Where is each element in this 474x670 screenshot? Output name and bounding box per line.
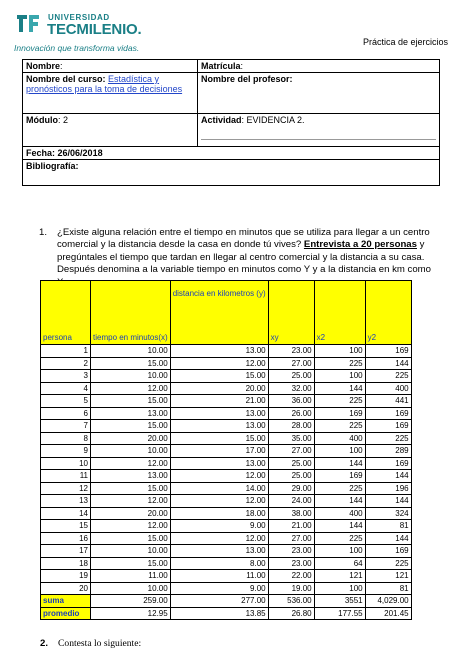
table-cell: promedio [41, 607, 91, 620]
table-cell: 18.00 [170, 507, 268, 520]
matricula-label: Matrícula [201, 61, 241, 71]
matricula-sep: : [240, 61, 244, 71]
table-cell: 19 [41, 570, 91, 583]
actividad-divider [201, 139, 436, 140]
table-cell: 13.00 [170, 420, 268, 433]
table-cell: 27.00 [268, 532, 314, 545]
table-cell: 15 [41, 520, 91, 533]
table-cell: 15.00 [91, 420, 171, 433]
table-cell: 3551 [314, 595, 365, 608]
table-cell: 400 [365, 382, 411, 395]
table-cell: 17.00 [170, 445, 268, 458]
table-cell: 277.00 [170, 595, 268, 608]
table-cell: 10.00 [91, 370, 171, 383]
modulo-label: Módulo [26, 115, 58, 125]
table-cell: 15.00 [91, 482, 171, 495]
question-2-number: 2. [40, 638, 49, 649]
table-row [41, 570, 412, 583]
table-cell: 225 [365, 432, 411, 445]
profesor-cell [198, 73, 440, 114]
table-cell: 144 [314, 457, 365, 470]
table-cell: 9.00 [170, 520, 268, 533]
table-row [41, 520, 412, 533]
table-cell: 20.00 [170, 382, 268, 395]
table-row [41, 582, 412, 595]
table-cell: 144 [365, 470, 411, 483]
table-cell: 13.00 [170, 457, 268, 470]
table-cell: 28.00 [268, 420, 314, 433]
table-cell: 7 [41, 420, 91, 433]
table-cell: 3 [41, 370, 91, 383]
table-row [41, 532, 412, 545]
table-cell: 25.00 [268, 370, 314, 383]
table-row [41, 470, 412, 483]
logo-text-tecmilenio: TECMILENIO. [47, 21, 142, 38]
table-cell: 26.00 [268, 407, 314, 420]
table-cell: 12.95 [91, 607, 171, 620]
table-cell: 15.00 [91, 395, 171, 408]
table-cell: 169 [365, 407, 411, 420]
curso-cell [23, 73, 198, 114]
actividad-cell [198, 114, 440, 147]
table-cell: 10.00 [91, 545, 171, 558]
header-y2: y2 [365, 281, 411, 345]
table-cell: 225 [314, 357, 365, 370]
logo-mark-icon [14, 10, 42, 38]
header-x2: x2 [314, 281, 365, 345]
table-cell: 10 [41, 457, 91, 470]
table-cell: 324 [365, 507, 411, 520]
table-cell: 4,029.00 [365, 595, 411, 608]
header-xy: xy [268, 281, 314, 345]
actividad-value: : EVIDENCIA 2. [241, 115, 305, 125]
profesor-label: Nombre del profesor: [201, 74, 293, 84]
question-1-number: 1. [39, 227, 48, 238]
table-row [41, 395, 412, 408]
table-row [41, 420, 412, 433]
table-cell: 13.00 [170, 407, 268, 420]
modulo-cell [23, 114, 198, 147]
table-cell: 144 [314, 495, 365, 508]
question-1-text-b: y pregúntales el tiempo que tardan en llegar al centro comercial y la distancia a su casa. Después denomina a la variable tiempo en minutos como Y y a la distancia en km como [57, 239, 432, 276]
table-cell: 144 [365, 532, 411, 545]
table-cell: 225 [314, 482, 365, 495]
table-row [41, 345, 412, 358]
table-cell: 20 [41, 582, 91, 595]
table-cell: 64 [314, 557, 365, 570]
curso-link[interactable]: Estadística y pronósticos para la toma de decisiones [26, 74, 183, 94]
table-cell: 169 [365, 545, 411, 558]
table-cell: 12.00 [91, 520, 171, 533]
table-cell: 27.00 [268, 445, 314, 458]
nombre-cell [23, 60, 198, 73]
table-cell: 225 [314, 532, 365, 545]
table-cell: 36.00 [268, 395, 314, 408]
table-row [41, 370, 412, 383]
table-header-row [41, 281, 412, 345]
table-cell: 400 [314, 507, 365, 520]
table-cell: 12 [41, 482, 91, 495]
table-cell: 5 [41, 395, 91, 408]
bibliografia-cell [23, 160, 440, 186]
table-cell: 100 [314, 445, 365, 458]
table-cell: 20.00 [91, 432, 171, 445]
table-cell: 169 [365, 345, 411, 358]
table-cell: 13.00 [91, 407, 171, 420]
table-cell: 12.00 [170, 495, 268, 508]
table-row [41, 507, 412, 520]
table-cell: 177.55 [314, 607, 365, 620]
table-cell: 11 [41, 470, 91, 483]
table-cell: 15.00 [91, 557, 171, 570]
table-cell: 259.00 [91, 595, 171, 608]
fecha-label: Fecha: [26, 148, 56, 158]
table-cell: 15.00 [91, 532, 171, 545]
nombre-label: Nombre [26, 61, 61, 71]
header-tiempo: tiempo en minutos(x) [91, 281, 171, 345]
table-cell: 15.00 [91, 357, 171, 370]
table-cell: 12.00 [170, 470, 268, 483]
table-row [41, 457, 412, 470]
table-cell: 196 [365, 482, 411, 495]
table-cell: 121 [314, 570, 365, 583]
table-cell: 38.00 [268, 507, 314, 520]
table-cell: 32.00 [268, 382, 314, 395]
table-cell: 23.00 [268, 545, 314, 558]
table-cell: 400 [314, 432, 365, 445]
table-cell: 201.45 [365, 607, 411, 620]
data-table [40, 280, 412, 620]
table-cell: 12.00 [91, 495, 171, 508]
document-label: Práctica de ejercicios [362, 37, 448, 47]
table-row [41, 557, 412, 570]
fecha-value: 26/06/2018 [57, 148, 103, 158]
table-row [41, 432, 412, 445]
table-cell: 16 [41, 532, 91, 545]
question-2-text: Contesta lo siguiente: [58, 638, 142, 649]
table-cell: 11.00 [91, 570, 171, 583]
table-cell: 536.00 [268, 595, 314, 608]
table-cell: 121 [365, 570, 411, 583]
table-cell: 100 [314, 370, 365, 383]
actividad-label: Actividad [201, 115, 242, 125]
promedio-row [41, 607, 412, 620]
question-2 [40, 638, 141, 649]
table-cell: 26.80 [268, 607, 314, 620]
table-cell: 225 [314, 420, 365, 433]
table-cell: 23.00 [268, 345, 314, 358]
table-cell: 4 [41, 382, 91, 395]
modulo-value: : 2 [58, 115, 69, 125]
table-cell: 12.00 [170, 532, 268, 545]
table-row [41, 482, 412, 495]
table-cell: 29.00 [268, 482, 314, 495]
header-persona: persona [41, 281, 91, 345]
table-cell: 15.00 [170, 370, 268, 383]
bibliografia-label: Bibliografía: [26, 161, 79, 171]
table-cell: 100 [314, 582, 365, 595]
table-cell: suma [41, 595, 91, 608]
table-cell: 12.00 [91, 457, 171, 470]
table-cell: 24.00 [268, 495, 314, 508]
table-cell: 81 [365, 582, 411, 595]
table-cell: 100 [314, 345, 365, 358]
table-row [41, 445, 412, 458]
table-cell: 15.00 [170, 432, 268, 445]
suma-row [41, 595, 412, 608]
table-cell: 19.00 [268, 582, 314, 595]
table-cell: 13.85 [170, 607, 268, 620]
table-cell: 14 [41, 507, 91, 520]
table-cell: 13 [41, 495, 91, 508]
table-cell: 18 [41, 557, 91, 570]
table-cell: 169 [365, 420, 411, 433]
table-cell: 225 [365, 370, 411, 383]
table-cell: 21.00 [170, 395, 268, 408]
table-cell: 27.00 [268, 357, 314, 370]
table-cell: 1 [41, 345, 91, 358]
nombre-sep: : [60, 61, 63, 71]
table-cell: 9 [41, 445, 91, 458]
curso-label: Nombre del curso: [26, 74, 106, 84]
table-cell: 17 [41, 545, 91, 558]
info-table [22, 59, 440, 186]
table-cell: 144 [365, 357, 411, 370]
table-row [41, 382, 412, 395]
fecha-cell [23, 147, 440, 160]
table-cell: 25.00 [268, 470, 314, 483]
table-cell: 12.00 [91, 382, 171, 395]
table-cell: 225 [314, 395, 365, 408]
table-cell: 289 [365, 445, 411, 458]
table-cell: 20.00 [91, 507, 171, 520]
table-row [41, 495, 412, 508]
table-cell: 10.00 [91, 582, 171, 595]
matricula-cell [198, 60, 440, 73]
table-cell: 169 [365, 457, 411, 470]
table-cell: 81 [365, 520, 411, 533]
table-cell: 21.00 [268, 520, 314, 533]
header-distancia: distancia en kilometros (y) [170, 281, 268, 345]
table-cell: 225 [365, 557, 411, 570]
table-cell: 169 [314, 470, 365, 483]
table-cell: 169 [314, 407, 365, 420]
question-1-emphasis: Entrevista a 20 personas [303, 239, 417, 251]
table-cell: 144 [314, 520, 365, 533]
table-row [41, 545, 412, 558]
table-cell: 2 [41, 357, 91, 370]
table-cell: 441 [365, 395, 411, 408]
table-row [41, 407, 412, 420]
logo-text-university: UNIVERSIDAD [48, 13, 110, 22]
table-cell: 14.00 [170, 482, 268, 495]
table-cell: 12.00 [170, 357, 268, 370]
table-cell: 22.00 [268, 570, 314, 583]
table-cell: 100 [314, 545, 365, 558]
table-cell: 13.00 [170, 545, 268, 558]
table-cell: 13.00 [170, 345, 268, 358]
question-1-text-a: ¿Existe alguna relación entre el tiempo en minutos que se utiliza para llegar a un centro comercial y la distancia desde la casa en donde tú vives? [57, 227, 430, 251]
table-cell: 11.00 [170, 570, 268, 583]
table-cell: 35.00 [268, 432, 314, 445]
table-cell: 6 [41, 407, 91, 420]
table-row [41, 357, 412, 370]
table-cell: 9.00 [170, 582, 268, 595]
tagline: Innovación que transforma vidas. [14, 43, 140, 53]
table-cell: 144 [314, 382, 365, 395]
table-cell: 8 [41, 432, 91, 445]
table-cell: 23.00 [268, 557, 314, 570]
table-cell: 8.00 [170, 557, 268, 570]
table-cell: 10.00 [91, 445, 171, 458]
table-cell: 144 [365, 495, 411, 508]
table-cell: 13.00 [91, 470, 171, 483]
table-cell: 25.00 [268, 457, 314, 470]
table-cell: 10.00 [91, 345, 171, 358]
